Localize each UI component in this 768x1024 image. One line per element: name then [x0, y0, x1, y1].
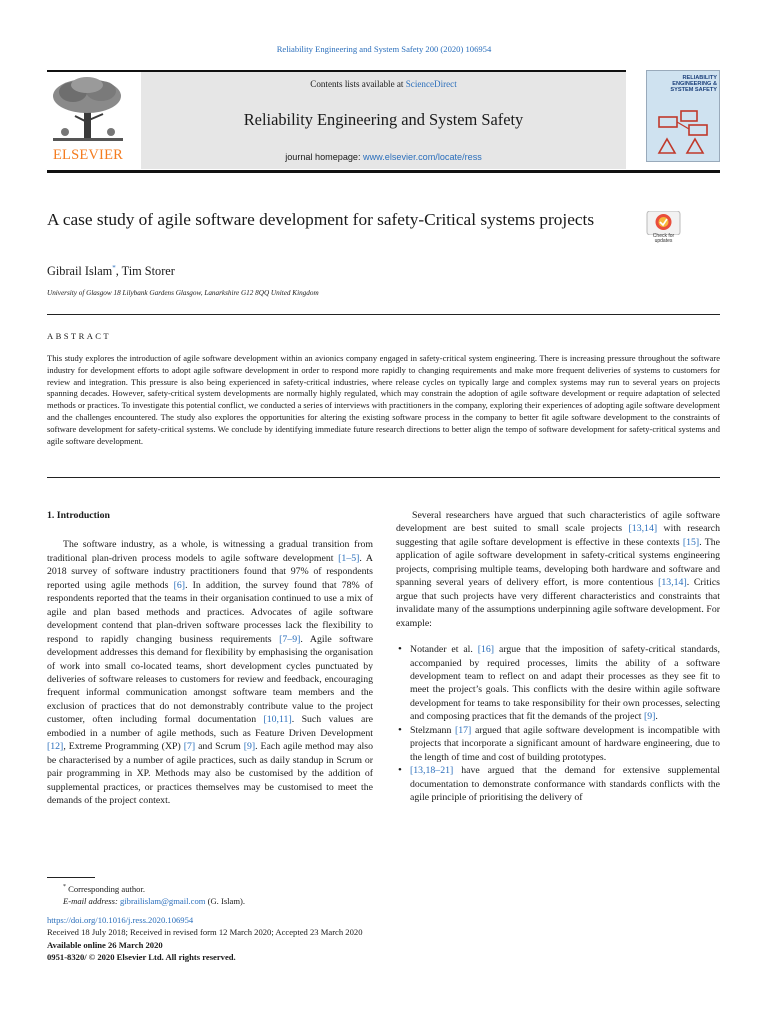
body-text-run: . Critics argue that such projects have very different characteristics and constraints that invalidate many of the assumptions underpinning agile software development. For example: [396, 577, 720, 629]
sciencedirect-link[interactable]: ScienceDirect [405, 79, 457, 89]
body-text-run: Stelzmann [410, 724, 455, 736]
paper-title: A case study of agile software development for safety-Critical systems projects [47, 210, 595, 229]
body-column-right [396, 509, 720, 805]
abstract-bottom-rule [47, 477, 720, 478]
available-online-date: Available online 26 March 2020 [47, 939, 163, 950]
journal-title: Reliability Engineering and System Safety [243, 110, 524, 129]
citation-link[interactable]: [13,18–21] [410, 765, 454, 777]
body-text-run: , Extreme Programming (XP) [63, 741, 184, 753]
citation-link[interactable]: [9] [643, 711, 656, 723]
body-text-run: argue that the imposition of safety-critical standards, accompanied by required processes, limits the ability of a software development team to reflect on and adapt their processes as they see fit to meet the project’s goals. This conflicts with the desire within agile software development for teams to take responsibility for their own processes, selecting and composing practices that fit the demands of the project [410, 644, 720, 723]
elsevier-wordmark: ELSEVIER [52, 147, 124, 163]
citation-link[interactable]: [6] [173, 579, 186, 591]
footnotes [47, 881, 245, 908]
citation-link[interactable]: [1–5] [338, 552, 360, 564]
bullet-item [396, 724, 720, 764]
cover-title: RELIABILITY ENGINEERING & SYSTEM SAFETY [670, 75, 717, 94]
abstract-heading: ABSTRACT [47, 331, 112, 341]
copyright-line: 0951-8320/ © 2020 Elsevier Ltd. All rights reserved. [47, 952, 236, 963]
footnote-mark: * [63, 884, 66, 890]
body-text-run: . [655, 711, 658, 723]
header-bottom-rule [47, 170, 720, 173]
body-text-run: with research suggesting that agile softare development is effective in these contexts [396, 523, 720, 548]
citation-link[interactable]: [7] [183, 741, 196, 753]
body-text-run: . Agile software development addresses this demand for flexibility by emphasising the organisation of work into small co-located teams, short development cycles punctuated by deliveries of software releases to customers for review and feedback, encouraging frequent informal communication amongst software team members and the exclusion of practices that do not demonstrably contribute value to the project customer, often including formal documentation [47, 633, 373, 726]
elsevier-logo [47, 76, 129, 164]
body-text-run: . Each agile method may also be characterised by a number of agile practices, such as daily standup in Scrum or pair programming in XP. Methods may also be customised by the addition of supplemental practices, or practices themselves may be customised to meet the demands of the project context. [47, 741, 373, 807]
author-name[interactable]: Tim Storer [121, 264, 175, 279]
body-text-run: . A 2018 survey of software industry practitioners found that 97% of respondents reported using agile methods [47, 552, 374, 591]
body-column-left [47, 509, 373, 808]
citation-link[interactable]: [13,14] [658, 577, 687, 589]
author-name[interactable]: Gibrail Islam [47, 264, 113, 279]
body-text-run: and Scrum [195, 741, 244, 753]
body-text-run: have argued that the demand for extensive supplemental documentation to demonstrate conformance with standards conflicts with the agile principle of prioritising the delivery of [410, 765, 720, 804]
body-text-run: Notander et al. [410, 644, 478, 656]
body-paragraph [396, 509, 720, 630]
author-list [47, 264, 175, 279]
homepage-prefix: journal homepage: [285, 152, 364, 162]
email-note [47, 895, 245, 907]
abstract-text: This study explores the introduction of agile software development within an avionics company engaged in safety-critical system engineering. There is increasing pressure throughout the software industry for development efforts to adopt agile software development in order to respond more rapidly to changing requirements and make more frequent deliveries of systems to customers for review and integration. This pressure is also being experienced in safety-critical industries, where release cycles on typically large and complex systems may run to several years on projects spanning decades. However, safety-critical system developments are normally highly regulated, which may constrain the adoption of agile software development or require adaptation of selected methods or practices. To investigate this potential conflict, we conducted a series of interviews with practitioners in the company, exploring their experiences of adopting agile software development and the challenges encountered. The study also explores the opportunities for altering the existing software process in the company to better fit agile software development to the constraints of software development for safety-critical systems. We conclude by identifying immediate future research directions to better align the tempo of software development for safety-critical systems and agile software development. [47, 353, 720, 446]
journal-homepage-line [141, 152, 626, 162]
email-label: E-mail address: [63, 896, 120, 907]
citation-link[interactable]: [13,14] [628, 523, 658, 535]
body-text-run: . The application of agile software development in safety-critical systems engineering projects, comprising multiple teams, developing both hardware and software and spanning several years of delivery effort, is more contentious [396, 536, 721, 589]
journal-cover-thumbnail[interactable] [646, 70, 720, 162]
check-for-updates-label: Check for updates [652, 233, 675, 245]
article-info [47, 914, 363, 964]
body-text-run: Several researchers have argued that such characteristics of agile software development are best suited to small scale projects [396, 510, 720, 535]
citation-link[interactable]: [15] [682, 536, 700, 548]
citation-link[interactable]: [9] [243, 741, 256, 753]
journal-citation[interactable]: Reliability Engineering and System Safety 200 (2020) 106954 [276, 44, 492, 54]
contents-prefix: Contents lists available at [310, 79, 406, 89]
citation-link[interactable]: [16] [477, 644, 495, 656]
citation-link[interactable]: [17] [454, 724, 472, 736]
journal-homepage-link[interactable]: www.elsevier.com/locate/ress [363, 152, 482, 162]
citation-link[interactable]: [12] [47, 741, 64, 753]
corresponding-author-note [47, 881, 245, 895]
corresponding-author-text: Corresponding author. [66, 883, 146, 894]
elsevier-tree-icon [47, 76, 129, 148]
section-heading: 1. Introduction [47, 510, 110, 521]
doi-link[interactable]: https://doi.org/10.1016/j.ress.2020.106954 [47, 915, 194, 925]
cover-illustration-icon [655, 109, 713, 157]
bullet-item [396, 643, 720, 724]
body-text-run: The software industry, as a whole, is witnessing a gradual transition from traditional plan-driven process models to agile software development [47, 539, 373, 564]
body-text-run: . Such values are embodied in a number of agile methods, such as Feature Driven Development [47, 714, 373, 739]
bullet-list [396, 643, 720, 804]
citation-link[interactable]: [7–9] [279, 633, 301, 645]
body-text-run: . In addition, the survey found that 78% of respondents reported that the teams in their organisation continued to use a mix of agile and plan based methods and practices. Advocates of agile software development contend that plan-driven software processes lack the flexibility to respond to rapidly changing business requirements [47, 579, 374, 645]
corresponding-author-mark[interactable]: * [112, 264, 116, 272]
email-suffix: (G. Islam). [205, 896, 246, 907]
crossmark-icon [645, 211, 682, 235]
footnote-rule [47, 877, 95, 878]
citation-link[interactable]: [10,11] [263, 714, 292, 726]
check-for-updates-badge[interactable] [645, 211, 682, 251]
body-paragraph [47, 538, 373, 807]
body-text-run: argued that agile software development is incompatible with projects that incorporate a significant amount of hardware engineering, due to the length of time and cost of building prototypes. [410, 724, 720, 763]
bullet-item [396, 764, 720, 804]
received-dates: Received 18 July 2018; Received in revised form 12 March 2020; Accepted 23 March 2020 [47, 927, 363, 938]
contents-available-line [141, 79, 626, 89]
journal-header [141, 72, 626, 169]
author-affiliation: University of Glasgow 18 Lilybank Gardens Glasgow, Lanarkshire G12 8QQ United Kingdom [47, 289, 319, 297]
abstract-top-rule [47, 314, 720, 315]
email-link[interactable]: gibrailislam@gmail.com [119, 896, 206, 907]
author-separator: , [115, 264, 122, 279]
